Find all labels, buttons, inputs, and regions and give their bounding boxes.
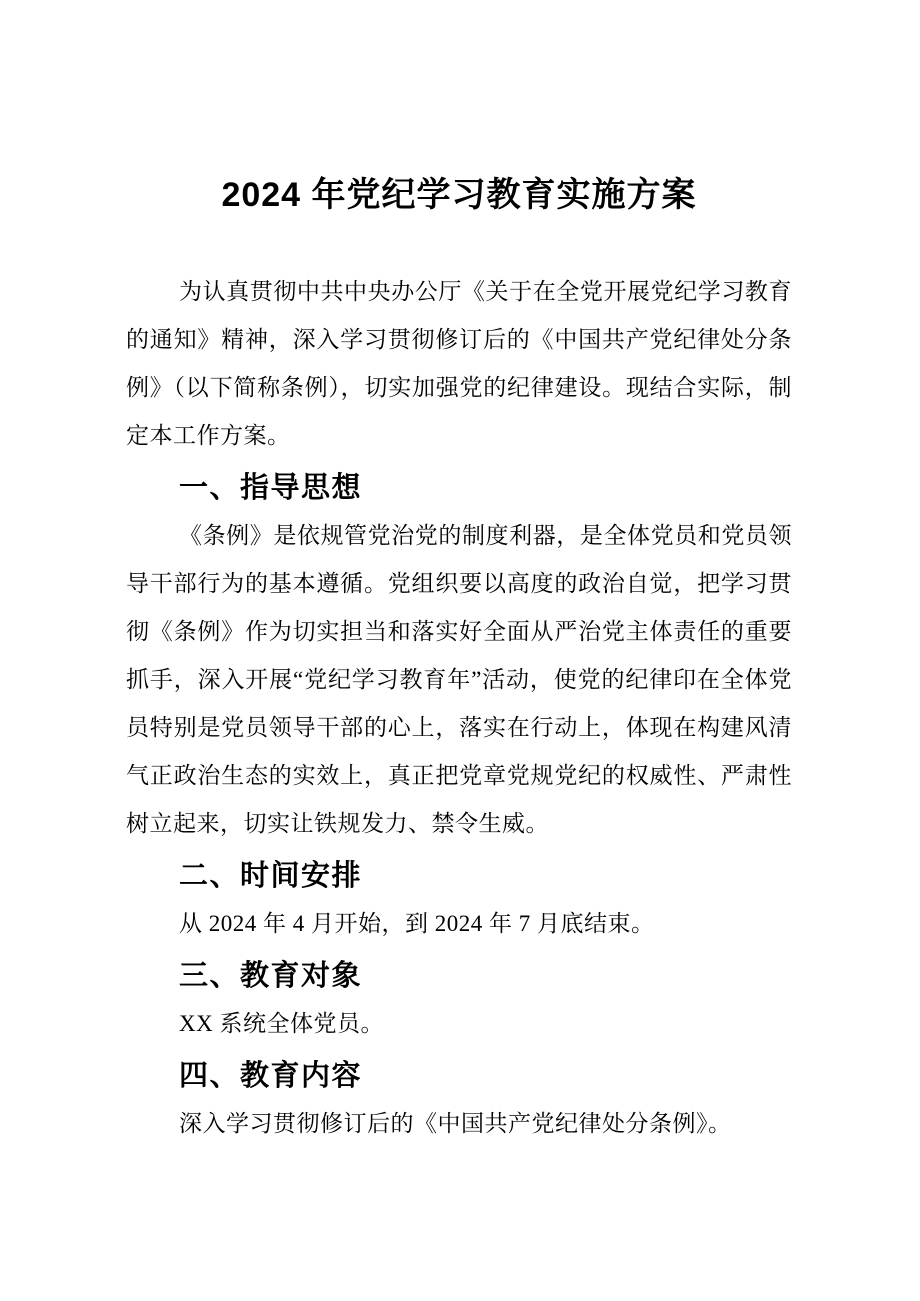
document-content: [126, 0, 792, 1148]
section-heading-target-audience: 三、教育对象: [179, 960, 363, 992]
section-body-guiding-ideology: 《条例》是依规管党治党的制度利器，是全体党员和党员领导干部行为的基本遵循。党组织要以高度的政治自觉，把学习贯彻《条例》作为切实担当和落实好全面从严治党主体责任的重要抓手，深入开展“党纪学习教育年”活动，使党的纪律印在全体党员特别是党员领导干部的心上，落实在行动上，体现在构建风清气正政治生态的实效上，真正把党章党规党纪的权威性、严肃性树立起来，切实让铁规发力、禁令生威。: [126, 523, 792, 836]
section-heading-education-content: 四、教育内容: [179, 1060, 363, 1092]
section-heading-guiding-ideology: 一、指导思想: [179, 472, 363, 504]
section-body-schedule: 从 2024 年 4 月开始，到 2024 年 7 月底结束。: [179, 911, 655, 936]
section-body-education-content: 深入学习贯彻修订后的《中国共产党纪律处分条例》。: [179, 1111, 732, 1136]
document-title: 2024 年党纪学习教育实施方案: [221, 176, 697, 214]
section-body-target-audience: XX 系统全体党员。: [179, 1011, 384, 1036]
section-heading-schedule: 二、时间安排: [179, 860, 363, 892]
intro-paragraph: 为认真贯彻中共中央办公厅《关于在全党开展党纪学习教育的通知》精神，深入学习贯彻修订后的《中国共产党纪律处分条例》（以下简称条例），切实加强党的纪律建设。现结合实际，制定本工作方案。: [126, 279, 792, 448]
